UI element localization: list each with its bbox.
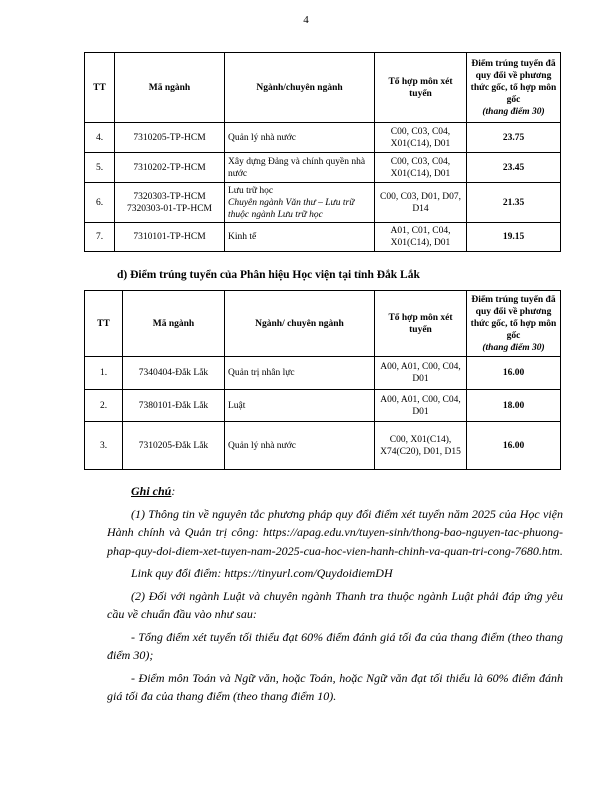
header-code: Mã ngành xyxy=(123,291,225,357)
row-code: 7310101-TP-HCM xyxy=(115,223,225,252)
row-combo: C00, C03, C04, X01(C14), D01 xyxy=(375,123,467,153)
header-tt: TT xyxy=(85,53,115,123)
note-link: Link quy đổi điểm: https://tinyurl.com/QuydoidiemDH xyxy=(131,566,393,580)
row-code: 7340404-Đắk Lắk xyxy=(123,357,225,390)
row-combo: C00, X01(C14), X74(C20), D01, D15 xyxy=(375,422,467,470)
header-score: Điểm trúng tuyển đã quy đổi về phương thức gốc, tổ hợp môn gốc (thang điểm 30) xyxy=(467,53,561,123)
row-tt: 3. xyxy=(85,422,123,470)
note-2: (2) Đối với ngành Luật và chuyên ngành Thanh tra thuộc ngành Luật phải đáp ứng yêu cầu về chuẩn đầu vào như sau: xyxy=(107,588,563,621)
row-code: 7310205-TP-HCM xyxy=(115,123,225,153)
admission-scores-table-daklak xyxy=(84,290,561,470)
row-major: Quản trị nhân lực xyxy=(225,357,375,390)
header-major: Ngành/ chuyên ngành xyxy=(225,291,375,357)
page-number: 4 xyxy=(303,14,309,26)
row-major: Kinh tế xyxy=(225,223,375,252)
row-major: Xây dựng Đảng và chính quyền nhà nước xyxy=(225,153,375,183)
row-score: 16.00 xyxy=(467,357,561,390)
row-tt: 4. xyxy=(85,123,115,153)
row-combo: A00, A01, C00, C04, D01 xyxy=(375,390,467,422)
row-score: 18.00 xyxy=(467,390,561,422)
header-combo: Tổ hợp môn xét tuyển xyxy=(375,53,467,123)
row-tt: 1. xyxy=(85,357,123,390)
row-score: 23.75 xyxy=(467,123,561,153)
notes-section: Ghi chú: (1) Thông tin về nguyên tắc phương pháp quy đổi điểm xét tuyển năm 2025 của Học viện Hành chính và Quản trị công: https://apag.edu.vn/tuyen-sinh/thong-bao-nguyen-tac-phuong-phap-quy-doi-diem-xet-tuyen-nam-2025-cua-hoc-vien-hanh-chinh-va-quan-tri-cong-7680.htm. Link quy đổi điểm: https://tinyurl.com/QuydoidiemDH (2) Đối với ngành Luật và chuyên ngành Thanh tra thuộc ngành Luật phải đáp ứng yêu cầu về chuẩn đầu vào như sau: - Tổng điểm xét tuyển tối thiểu đạt 60% điểm đánh giá tối đa của thang điểm (theo thang điểm 30); - Điểm môn Toán và Ngữ văn, hoặc Toán, hoặc Ngữ văn đạt tối thiểu là 60% điểm đánh giá tối đa của thang điểm (theo thang điểm 10). xyxy=(107,482,563,710)
row-code: 7310205-Đắk Lắk xyxy=(123,422,225,470)
row-combo: A01, C01, C04, X01(C14), D01 xyxy=(375,223,467,252)
row-code: 7310202-TP-HCM xyxy=(115,153,225,183)
row-major: Quản lý nhà nước xyxy=(225,123,375,153)
row-tt: 2. xyxy=(85,390,123,422)
table-row xyxy=(85,422,561,470)
table-header-row xyxy=(85,291,561,357)
note-2-bullet-2: - Điểm môn Toán và Ngữ văn, hoặc Toán, hoặc Ngữ văn đạt tối thiểu là 60% điểm đánh giá tối đa của thang điểm (theo thang điểm 10). xyxy=(107,670,563,703)
row-score: 16.00 xyxy=(467,422,561,470)
table-row xyxy=(85,123,561,153)
header-score: Điểm trúng tuyển đã quy đổi về phương thức gốc, tổ hợp môn gốc (thang điểm 30) xyxy=(467,291,561,357)
header-major: Ngành/chuyên ngành xyxy=(225,53,375,123)
admission-scores-table-hcm xyxy=(84,52,561,252)
table-row xyxy=(85,390,561,422)
notes-heading: Ghi chú xyxy=(131,484,172,498)
row-combo: A00, A01, C00, C04, D01 xyxy=(375,357,467,390)
row-major: Lưu trữ học Chuyên ngành Văn thư – Lưu trữ thuộc ngành Lưu trữ học xyxy=(225,183,375,223)
table-row xyxy=(85,183,561,223)
row-tt: 5. xyxy=(85,153,115,183)
row-major: Quản lý nhà nước xyxy=(225,422,375,470)
note-2-bullet-1: - Tổng điểm xét tuyển tối thiểu đạt 60% điểm đánh giá tối đa của thang điểm (theo thang điểm 30); xyxy=(107,629,563,662)
row-score: 23.45 xyxy=(467,153,561,183)
table-header-row xyxy=(85,53,561,123)
row-code: 7320303-TP-HCM 7320303-01-TP-HCM xyxy=(115,183,225,223)
row-tt: 7. xyxy=(85,223,115,252)
section-d-title: d) Điểm trúng tuyển của Phân hiệu Học viện tại tỉnh Đắk Lắk xyxy=(117,269,420,281)
row-combo: C00, C03, C04, X01(C14), D01 xyxy=(375,153,467,183)
note-1: (1) Thông tin về nguyên tắc phương pháp quy đổi điểm xét tuyển năm 2025 của Học viện Hành chính và Quản trị công: https://apag.edu.vn/tuyen-sinh/thong-bao-nguyen-tac-phuong-phap-quy-doi-diem-xet-tuyen-nam-2025-cua-hoc-vien-hanh-chinh-va-quan-tri-cong-7680.htm. xyxy=(107,506,563,558)
header-combo: Tổ hợp môn xét tuyển xyxy=(375,291,467,357)
row-major: Luật xyxy=(225,390,375,422)
row-score: 21.35 xyxy=(467,183,561,223)
row-combo: C00, C03, D01, D07, D14 xyxy=(375,183,467,223)
header-tt: TT xyxy=(85,291,123,357)
row-code: 7380101-Đắk Lắk xyxy=(123,390,225,422)
row-tt: 6. xyxy=(85,183,115,223)
header-code: Mã ngành xyxy=(115,53,225,123)
table-row xyxy=(85,153,561,183)
row-score: 19.15 xyxy=(467,223,561,252)
table-row xyxy=(85,357,561,390)
table-row xyxy=(85,223,561,252)
